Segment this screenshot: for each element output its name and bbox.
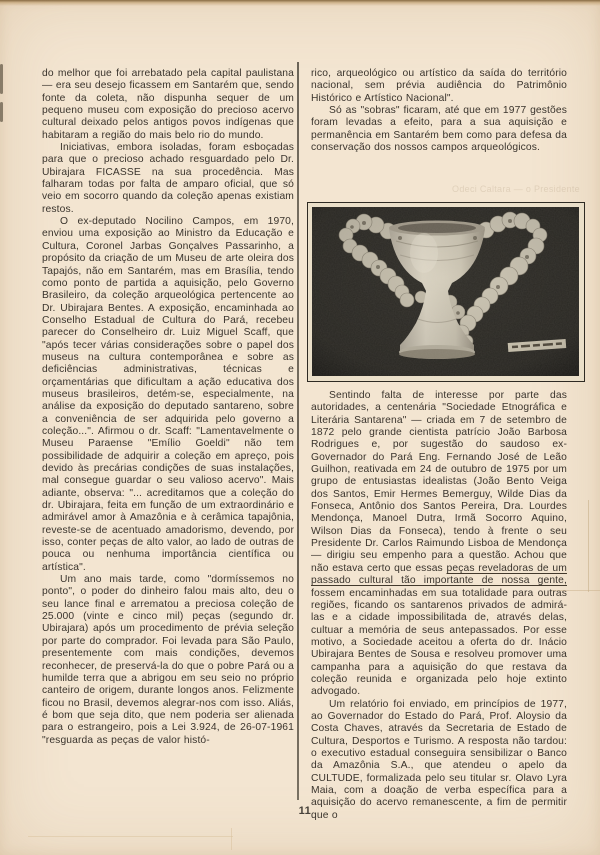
scan-crease (552, 590, 600, 591)
body-paragraph (311, 699, 567, 822)
ceramic-vase-photo (307, 202, 585, 382)
show-through-ghost-text: Odeci Caltara — o Presidente (452, 184, 580, 194)
text-segment: rico, arqueológico ou artístico da saída do território nacional, sem prévia audiência do Patrimônio Histórico e Artístico Nacional". (311, 68, 567, 104)
body-paragraph (42, 68, 294, 142)
body-paragraph (311, 68, 567, 105)
vase-photo-illustration (312, 207, 579, 376)
text-segment: Iniciativas, embora isoladas, foram esboçadas para que o precioso achado resguardado pelo Dr. Ubirajara FICASSE na sua procedência. Mas falharam todas por falta de amparo oficial, que só veio em socorro quando da coleção apenas existiam restos. (42, 142, 294, 215)
scan-edge-mark (0, 102, 3, 122)
right-text-column-top (311, 68, 567, 154)
body-paragraph (311, 105, 567, 154)
text-segment: Só as "sobras" ficaram, até que em 1977 gestões foram levadas a efeito, para a sua aquisição e permanência em Santarém bem como para defesa da conservação dos nossos campos arqueológicos. (311, 105, 567, 154)
scan-edge-mark (0, 64, 3, 94)
left-text-column (42, 68, 294, 747)
pen-underlined-text: peças reveladoras de um passado cultural tão importante de nossa gente, (311, 562, 567, 587)
column-divider-rule (297, 62, 299, 800)
text-segment: fossem encaminhadas em sua totalidade para outras regiões, ficando os santarenos privados de admirá-las e a cidade impossibilitada de, através delas, cultuar a memória de seus antepassados. Por esse motivo, a Sociedade aceitou a oferta do dr. Inácio Ubirajara Bentes de Sousa e resolveu promover uma campanha para a aquisição do que restava da coleção reunida e organizada pelo hoje extinto advogado. (311, 587, 567, 698)
text-segment: O ex-deputado Nocilino Campos, em 1970, enviou uma exposição ao Ministro da Educação e Cultura, Coronel Jarbas Gonçalves Passarinho, a propósito da criação de um Museu de arte oleira dos Tapajós, não em Santarém, mas em Brasília, tendo como ponto de partida a aquisição, pelo Governo Brasileiro, da coleção arqueológica pertencente ao Dr. Ubirajara Bentes. A exposição, encaminhada ao Conselho Estadual de Cultura do Pará, recebeu parecer do Conselheiro dr. Luiz Miguel Scaff, que "após tecer várias considerações sobre o papel dos museus na cultura contemporânea e sobre as deficiências administrativas, técnicas e orçamentárias que dificultam a ação educativa dos museus brasileiros, detém-se, especialmente, na análise da exposição do deputado santareno, sobre a conveniência de ser adquirida pelo governo a coleção...". Afirmou o dr. Scaff: "Lamentavelmente o Museu Paraense "Emílio Goeldi" não tem possibilidade de adquirir a coleção em apreço, pois devido às precárias condições de suas instalações, mal consegue guardar o seu valioso acervo". Mais adiante, observa: "... acreditamos que a coleção do dr. Ubirajara, feita em função de um extraordinário e admirável amor à Amazônia e à cerâmica tapajônia, reveste-se de acentuado amadorismo, devendo, por isso, conter peças de alto valor, ao lado de outras de pouca ou nenhuma importância científica ou artística". (42, 216, 294, 573)
page-top-scan-edge (0, 0, 600, 6)
body-paragraph (42, 574, 294, 747)
body-paragraph (311, 390, 567, 699)
text-segment: Sentindo falta de interesse por parte das autoridades, a centenária "Sociedade Etnográfica e Literária Santarena" — criada em 7 de setembro de 1872 pelo grande cientista patrício João Barbosa Rodrigues e, por sugestão do saudoso ex-Governador do Pará Eng. Fernando José de Leão Guilhon, reativada em 24 de outubro de 1975 por um grupo de entusiastas idealistas (João Bento Veiga dos Santos, Emir Hermes Bemerguy, Wilde Dias da Fonseca, Antônio dos Santos Pereira, Dra. Lourdes Mendonça, Manoel Dutra, Irmã Socorro Aquino, Wilson Dias da Fonseca), tendo à frente o seu Presidente Dr. Carlos Raimundo Lisboa de Mendonça — dirigiu seu empenho para a questão. Achou que não estava certo que essas (311, 390, 567, 574)
scan-crease (588, 500, 589, 592)
right-text-column-bottom (311, 390, 567, 822)
body-paragraph (42, 142, 294, 216)
text-segment: Um ano mais tarde, como "dormíssemos no ponto", o poder do dinheiro falou mais alto, deu o seu lance final e arrematou a preciosa coleção de 25.000 (vinte e cinco mil) peças (segundo dr. Ubirajara) após um procedimento de prévia seleção por parte do comprador. Foi levada para São Paulo, presentemente com mais condições, devemos reconhecer, de preservá-la do que o pobre Pará ou a humilde terra que a abrigou em seu seio no próprio canteiro de origem, durante longos anos. Felizmente ficou no Brasil, devemos alegrar-nos com isso. Aliás, é bom que seja dito, que nem poderia ser alienada para o estrangeiro, pois a Lei 3.924, de 26-07-1961 "resguarda as peças de valor histó- (42, 574, 294, 746)
page-number: 11 (298, 805, 312, 817)
text-segment: Um relatório foi enviado, em princípios de 1977, ao Governador do Estado do Pará, Prof. Aloysio da Costa Chaves, através da Secretaria de Estado de Cultura, Desportos e Turismo. A resposta não tardou: o executivo estadual conseguira sensibilizar o Banco da Amazônia S.A., que atendeu o apelo da CULTUDE, formalizada pelo seu titular sr. Olavo Lyra Maia, com a doação de verba específica para a aquisição do acervo remanescente, a fim de permitir que o (311, 698, 567, 821)
scan-crease (28, 836, 233, 837)
text-segment: do melhor que foi arrebatado pela capital paulistana — era seu desejo ficassem em Santarém que, sendo fonte da coleta, não dispunha sequer de um pequeno museu com exposição do precioso acervo cultural deixado pelos antigos povos indígenas que habitaram a região do mais belo rio do mundo. (42, 68, 294, 141)
scan-crease (231, 828, 232, 850)
body-paragraph (42, 216, 294, 574)
